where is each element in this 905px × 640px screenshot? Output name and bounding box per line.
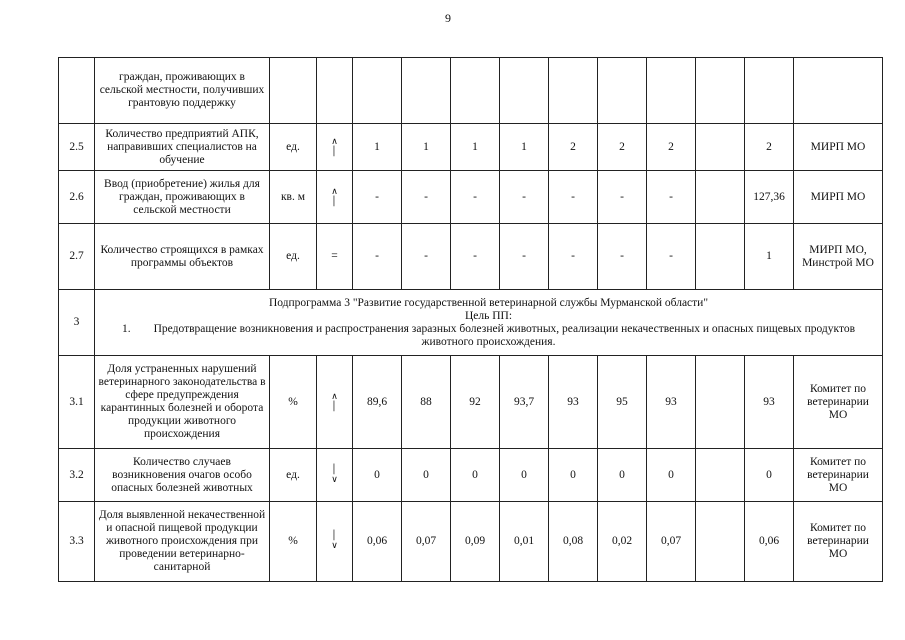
unit: ед. [270, 449, 317, 502]
indicator-name: граждан, проживающих в сельской местности, получивших грантовую поддержку [95, 58, 270, 124]
empty-cell [696, 58, 745, 124]
year-value: - [500, 224, 549, 290]
goal-text: Предотвращение возникновения и распространения заразных болезней животных, реализации некачественных и опасных пищевых продуктов животного происхождения. [153, 322, 855, 348]
unit: кв. м [270, 171, 317, 224]
subprogram-row [59, 290, 883, 356]
year-value: 0,01 [500, 502, 549, 582]
responsible: МИРП МО [794, 171, 883, 224]
trend-icon [317, 58, 353, 124]
year-value: - [598, 224, 647, 290]
unit: ед. [270, 224, 317, 290]
table-row [59, 356, 883, 449]
year-value [647, 58, 696, 124]
year-value: 0 [500, 449, 549, 502]
table-row [59, 58, 883, 124]
table-body-top [59, 58, 883, 290]
year-value: 1 [451, 124, 500, 171]
table-row [59, 124, 883, 171]
year-value [549, 58, 598, 124]
year-value: 92 [451, 356, 500, 449]
subprogram-description [95, 290, 883, 356]
page-number: 9 [445, 11, 451, 25]
row-number: 3.3 [59, 502, 95, 582]
trend-icon: ∧ │ [317, 124, 353, 171]
year-value: - [353, 171, 402, 224]
target-value: 127,36 [745, 171, 794, 224]
empty-cell [696, 502, 745, 582]
year-value: - [500, 171, 549, 224]
unit: ед. [270, 124, 317, 171]
empty-cell [696, 171, 745, 224]
year-value: 0 [549, 449, 598, 502]
year-value: 1 [353, 124, 402, 171]
year-value: 95 [598, 356, 647, 449]
row-number: 3.2 [59, 449, 95, 502]
subprogram-title: Подпрограмма 3 "Развитие государственной ветеринарной службы Мурманской области" [268, 296, 709, 309]
target-value [745, 58, 794, 124]
year-value [451, 58, 500, 124]
year-value: 0,07 [402, 502, 451, 582]
indicator-name: Доля выявленной некачественной и опасной пищевой продукции животного происхождения при проведении ветеринарно-санитарной [95, 502, 270, 582]
responsible: МИРП МО, Минстрой МО [794, 224, 883, 290]
table-row [59, 171, 883, 224]
unit [270, 58, 317, 124]
year-value: - [549, 171, 598, 224]
responsible [794, 58, 883, 124]
year-value: - [353, 224, 402, 290]
year-value: - [647, 224, 696, 290]
year-value: 2 [647, 124, 696, 171]
trend-icon: = [317, 224, 353, 290]
year-value [500, 58, 549, 124]
year-value: - [402, 171, 451, 224]
indicator-name: Доля устраненных нарушений ветеринарного законодательства в сфере предупреждения карантинных болезней и оборота продукции животного происхождения [95, 356, 270, 449]
trend-icon: ∧ │ [317, 171, 353, 224]
year-value: 0 [451, 449, 500, 502]
year-value: 93 [647, 356, 696, 449]
target-value: 0,06 [745, 502, 794, 582]
row-number: 3.1 [59, 356, 95, 449]
responsible: МИРП МО [794, 124, 883, 171]
year-value: 89,6 [353, 356, 402, 449]
year-value: 0,09 [451, 502, 500, 582]
year-value: 93 [549, 356, 598, 449]
year-value: 2 [598, 124, 647, 171]
year-value [598, 58, 647, 124]
indicators-table [58, 57, 883, 582]
year-value: 2 [549, 124, 598, 171]
empty-cell [696, 124, 745, 171]
unit: % [270, 502, 317, 582]
year-value: 0 [647, 449, 696, 502]
year-value [402, 58, 451, 124]
target-value: 93 [745, 356, 794, 449]
table-body-bottom [59, 356, 883, 582]
target-value: 1 [745, 224, 794, 290]
trend-icon: ∧ │ [317, 356, 353, 449]
empty-cell [696, 449, 745, 502]
row-number: 2.5 [59, 124, 95, 171]
subprogram-goal-label: Цель ПП: [464, 309, 513, 322]
year-value: 0 [402, 449, 451, 502]
year-value: 0,07 [647, 502, 696, 582]
empty-cell [696, 224, 745, 290]
year-value: 1 [500, 124, 549, 171]
year-value: 1 [402, 124, 451, 171]
year-value: 88 [402, 356, 451, 449]
target-value: 2 [745, 124, 794, 171]
responsible: Комитет по ветеринарии МО [794, 449, 883, 502]
table-row [59, 502, 883, 582]
target-value: 0 [745, 449, 794, 502]
goal-number: 1. [121, 322, 131, 335]
year-value: - [549, 224, 598, 290]
row-number: 2.6 [59, 171, 95, 224]
indicator-name: Количество предприятий АПК, направивших специалистов на обучение [95, 124, 270, 171]
year-value: - [598, 171, 647, 224]
year-value [353, 58, 402, 124]
row-number [59, 58, 95, 124]
year-value: 0,08 [549, 502, 598, 582]
year-value: - [451, 224, 500, 290]
empty-cell [696, 356, 745, 449]
indicator-name: Количество строящихся в рамках программы объектов [95, 224, 270, 290]
responsible: Комитет по ветеринарии МО [794, 502, 883, 582]
subprogram-section [59, 290, 883, 356]
row-number: 2.7 [59, 224, 95, 290]
year-value: - [402, 224, 451, 290]
subprogram-goal [98, 323, 879, 349]
year-value: 0 [353, 449, 402, 502]
table-row [59, 449, 883, 502]
year-value: 93,7 [500, 356, 549, 449]
trend-icon: │ ∨ [317, 449, 353, 502]
table-row [59, 224, 883, 290]
year-value: - [451, 171, 500, 224]
unit: % [270, 356, 317, 449]
trend-icon: │ ∨ [317, 502, 353, 582]
year-value: 0 [598, 449, 647, 502]
subprogram-number: 3 [59, 290, 95, 356]
responsible: Комитет по ветеринарии МО [794, 356, 883, 449]
year-value: 0,02 [598, 502, 647, 582]
year-value: - [647, 171, 696, 224]
indicator-name: Количество случаев возникновения очагов особо опасных болезней животных [95, 449, 270, 502]
indicator-name: Ввод (приобретение) жилья для граждан, проживающих в сельской местности [95, 171, 270, 224]
year-value: 0,06 [353, 502, 402, 582]
